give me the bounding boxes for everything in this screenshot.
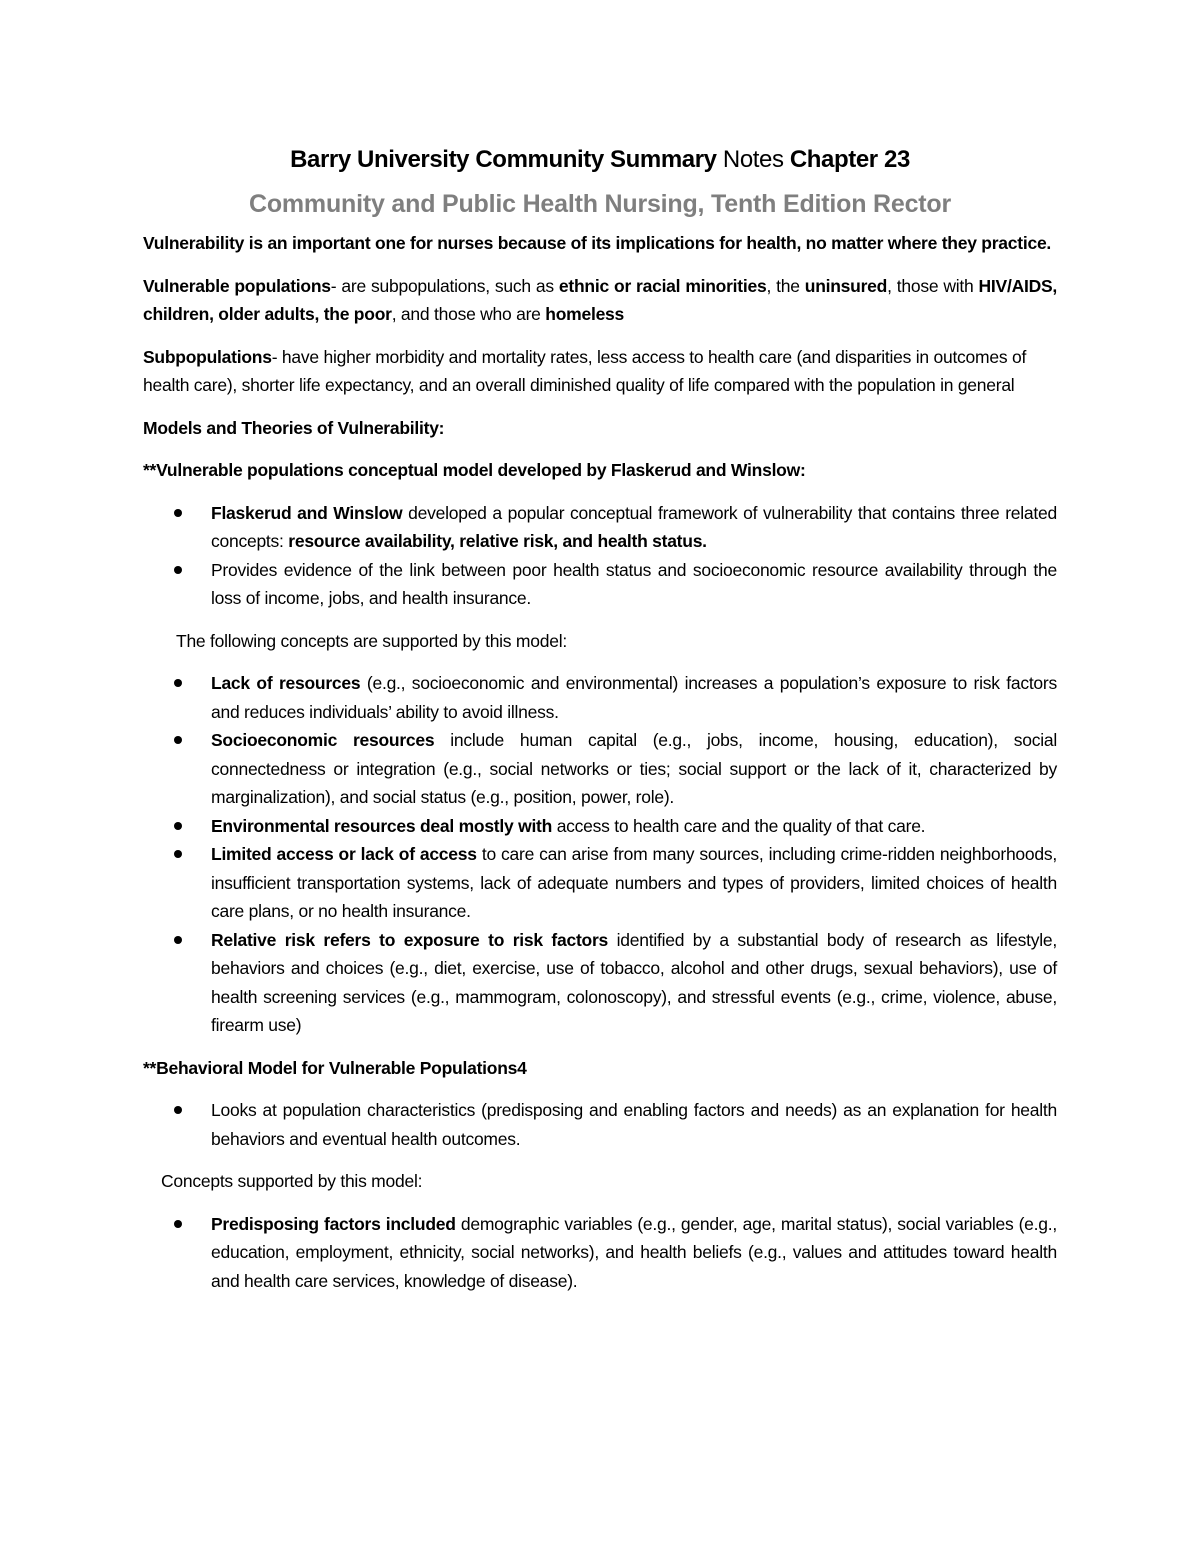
bold-run: Flaskerud and Winslow — [211, 502, 403, 523]
model1-heading: **Vulnerable populations conceptual model developed by Flaskerud and Winslow: — [143, 460, 806, 480]
bullet-icon — [174, 679, 182, 687]
text-run: include human capital (e.g., jobs, income, housing, education), social connectedness or integration (e.g., social networks or ties; social support or the lack of it, characterized by marginalization), and social status (e.g., position, power, role). — [211, 730, 1057, 807]
bullet-icon — [174, 822, 182, 830]
bold-run: Environmental resources deal mostly with — [211, 815, 553, 836]
bullet-icon — [174, 850, 182, 858]
text-run: Provides evidence of the link between poor health status and socioeconomic resource availability through the loss of income, jobs, and health insurance. — [211, 559, 1057, 608]
bullet-icon — [174, 1106, 182, 1114]
bullet-icon — [174, 1220, 182, 1228]
text-run: (e.g., socioeconomic and environmental) increases a population’s exposure to risk factors and reduces individuals’ ability to avoid illness. — [211, 673, 1057, 722]
list-item — [211, 669, 1057, 726]
vulnerable-populations-term: Vulnerable populations — [143, 275, 331, 296]
list-item — [211, 556, 1057, 613]
bold-run: ethnic or racial minorities — [558, 275, 767, 296]
vulnerable-populations-paragraph — [143, 272, 1057, 329]
subpopulations-term: Subpopulations — [143, 346, 272, 367]
text-run: , and those who are — [391, 304, 546, 324]
title-normal-part: Notes — [716, 146, 790, 173]
text-run: demographic variables (e.g., gender, age, marital status), social variables (e.g., education, employment, ethnicity, social networks), and health beliefs (e.g., values and attitudes toward health and health care services, knowledge of disease). — [211, 1213, 1057, 1291]
bold-run: HIV/AIDS, children, older adults, the poor — [143, 275, 1057, 324]
model2-heading: **Behavioral Model for Vulnerable Populations4 — [143, 1057, 527, 1078]
intro-paragraph — [143, 229, 1057, 258]
text-run: - are subpopulations, such as — [330, 275, 559, 296]
text-run: developed a popular conceptual framework of vulnerability that contains three related concepts: — [211, 502, 1057, 551]
title-bold-part-1: Barry University Community Summary — [290, 146, 717, 173]
text-run: , the — [766, 275, 805, 296]
subpopulations-paragraph — [143, 343, 1057, 400]
bold-run: Predisposing factors included — [211, 1213, 456, 1234]
model2-concepts-list — [143, 1210, 1057, 1296]
subpopulations-text: - have higher morbidity and mortality rates, less access to health care (and disparities in outcomes of health care), shorter life expectancy, and an overall diminished quality of life compared with the population in general — [143, 346, 1027, 395]
list-item — [211, 499, 1057, 556]
bold-run: Lack of resources — [211, 673, 361, 693]
text-run: Looks at population characteristics (predisposing and enabling factors and needs) as an explanation for health behaviors and eventual health outcomes. — [211, 1100, 1057, 1149]
text-run: to care can arise from many sources, including crime-ridden neighborhoods, insufficient transportation systems, lack of adequate numbers and types of providers, limited choices of health care plans, or no health insurance. — [211, 844, 1057, 921]
bold-run: uninsured — [804, 275, 888, 296]
intro-text: Vulnerability is an important one for nurses because of its implications for health, no matter where they practice. — [143, 233, 1052, 253]
document-page — [143, 143, 1057, 1309]
bold-run: Limited access or lack of access — [211, 844, 477, 864]
model2-concepts-intro: Concepts supported by this model: — [161, 1171, 423, 1191]
model1-bullet-list — [143, 499, 1057, 613]
list-item — [211, 840, 1057, 926]
bullet-icon — [174, 566, 182, 574]
page-subtitle: Community and Public Health Nursing, Tenth Edition Rector — [248, 190, 952, 218]
bold-run: Socioeconomic resources — [211, 730, 435, 750]
page-title — [143, 143, 1057, 177]
bold-run: resource availability, relative risk, and health status. — [288, 531, 707, 551]
model2-bullet-list — [143, 1096, 1057, 1153]
bold-run: Relative risk refers to exposure to risk factors — [211, 929, 609, 950]
text-run: , those with — [887, 275, 979, 296]
list-item — [211, 1096, 1057, 1153]
list-item — [211, 726, 1057, 812]
list-item — [211, 812, 1057, 841]
bold-run: homeless — [545, 304, 625, 324]
bullet-icon — [174, 936, 182, 944]
bullet-icon — [174, 509, 182, 517]
text-run: identified by a substantial body of research as lifestyle, behaviors and choices (e.g., diet, exercise, use of tobacco, alcohol and other drugs, sexual behaviors), use of health screening services (e.g., mammogram, colonoscopy), and stressful events (e.g., crime, violence, abuse, firearm use) — [211, 929, 1058, 1035]
bullet-icon — [174, 736, 182, 744]
list-item — [211, 926, 1057, 1040]
text-run: access to health care and the quality of that care. — [552, 815, 926, 836]
models-heading: Models and Theories of Vulnerability: — [143, 417, 445, 438]
model1-concepts-intro: The following concepts are supported by this model: — [176, 630, 567, 651]
title-bold-part-2: Chapter 23 — [789, 146, 910, 173]
list-item — [211, 1210, 1057, 1296]
model1-concepts-list — [143, 669, 1057, 1040]
